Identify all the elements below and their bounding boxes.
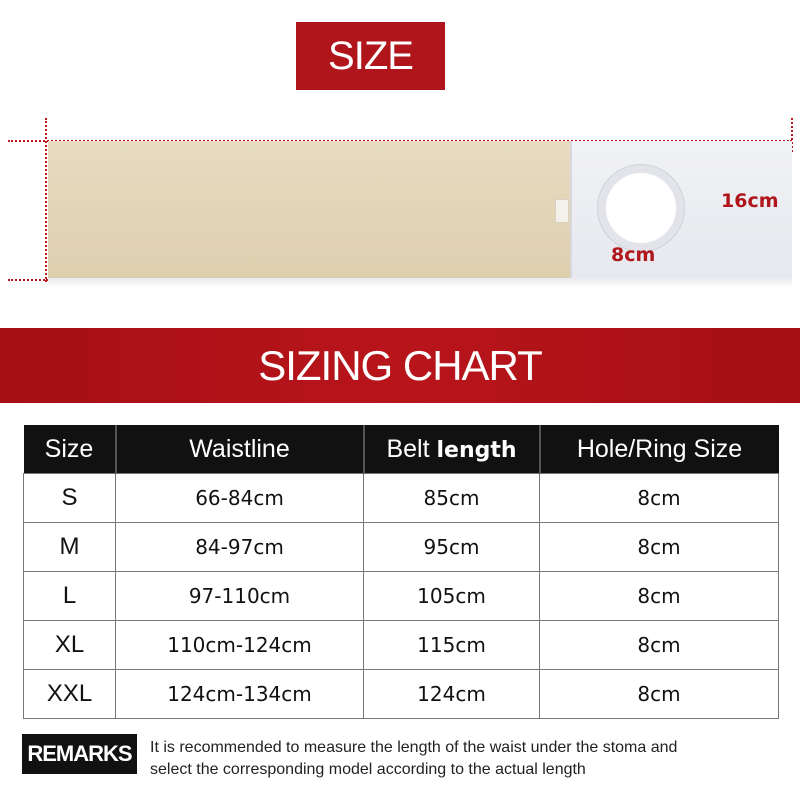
stoma-hole	[598, 165, 684, 251]
cell-belt: 95cm	[364, 523, 540, 572]
cell-size: S	[24, 474, 116, 523]
remarks-label: REMARKS	[22, 734, 137, 774]
size-title-banner	[296, 22, 445, 90]
table-row	[24, 670, 779, 719]
cell-hole: 8cm	[540, 474, 779, 523]
table-row	[24, 474, 779, 523]
belt-seam	[570, 141, 572, 280]
table-row	[24, 572, 779, 621]
remarks-line-1: It is recommended to measure the length of the waist under the stoma and	[150, 739, 678, 756]
cell-waist: 66-84cm	[116, 474, 364, 523]
header-belt-length-b: length	[436, 437, 517, 463]
cell-belt: 105cm	[364, 572, 540, 621]
remarks-text	[150, 737, 790, 781]
cell-hole: 8cm	[540, 523, 779, 572]
belt-shadow	[48, 278, 792, 288]
cell-hole: 8cm	[540, 621, 779, 670]
dimension-line-left	[45, 118, 47, 282]
table-row	[24, 621, 779, 670]
header-hole-ring: Hole/Ring Size	[540, 425, 779, 474]
cell-hole: 8cm	[540, 670, 779, 719]
height-label: 16cm	[721, 190, 779, 212]
header-belt-length	[364, 425, 540, 474]
belt-tag	[555, 199, 569, 223]
table-row	[24, 523, 779, 572]
cell-waist: 97-110cm	[116, 572, 364, 621]
cell-size: XXL	[24, 670, 116, 719]
header-waistline: Waistline	[116, 425, 364, 474]
sizing-chart-banner	[0, 328, 800, 403]
cell-belt: 115cm	[364, 621, 540, 670]
sizing-chart-title: SIZING CHART	[258, 341, 542, 389]
remarks-line-2: select the corresponding model according to the actual length	[150, 761, 586, 778]
table-header-row	[24, 425, 779, 474]
cell-hole: 8cm	[540, 572, 779, 621]
size-title: SIZE	[328, 33, 413, 78]
hole-label: 8cm	[611, 244, 656, 266]
cell-belt: 85cm	[364, 474, 540, 523]
belt-image	[48, 141, 792, 280]
belt-fabric	[48, 141, 570, 280]
cell-size: XL	[24, 621, 116, 670]
header-size: Size	[24, 425, 116, 474]
size-table	[23, 425, 779, 719]
dimension-line-bottom	[8, 279, 48, 281]
cell-size: L	[24, 572, 116, 621]
cell-waist: 124cm-134cm	[116, 670, 364, 719]
cell-waist: 110cm-124cm	[116, 621, 364, 670]
header-belt-length-a: Belt	[386, 434, 437, 463]
cell-waist: 84-97cm	[116, 523, 364, 572]
cell-size: M	[24, 523, 116, 572]
cell-belt: 124cm	[364, 670, 540, 719]
